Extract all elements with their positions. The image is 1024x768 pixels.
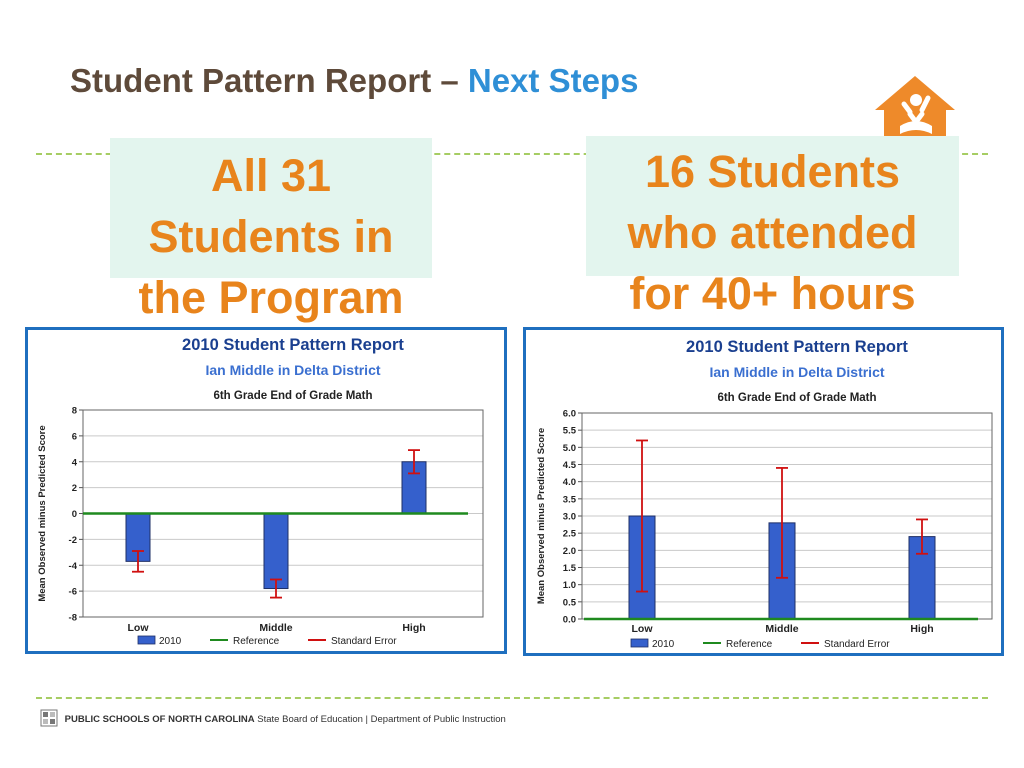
slide-title-main: Student Pattern Report – [70,62,459,99]
chart-title: 2010 Student Pattern Report [686,338,908,356]
y-tick-label: 6 [71,431,77,443]
y-tick-label: 6.0 [562,408,576,420]
y-tick-label: 3.5 [562,494,576,506]
y-tick-label: 2.0 [562,545,576,557]
y-tick-label: 8 [71,405,77,417]
y-tick-label: -2 [68,534,77,546]
legend-label: Standard Error [331,636,397,647]
chart-svg [526,330,1001,653]
y-tick-label: 4 [71,457,77,469]
y-tick-label: -4 [68,560,77,572]
category-label: High [910,623,934,635]
chart-svg [28,330,504,651]
category-label: High [402,622,426,634]
y-tick-label: 2.5 [562,528,576,540]
bottom-divider [36,697,988,699]
legend-label: Standard Error [824,639,890,650]
right-callout-line: who attended [627,207,918,259]
category-label: Low [127,622,149,634]
y-tick-label: -8 [68,612,77,624]
legend-swatch-2010 [631,639,648,647]
y-tick-label: 0.0 [562,614,576,626]
footer [40,709,506,729]
bar [264,514,288,589]
left-callout-text [108,145,434,329]
chart-subtitle: Ian Middle in Delta District [205,362,381,378]
right-callout-line: for 40+ hours [629,268,916,320]
left-callout-line: the Program [138,272,404,324]
legend-label: 2010 [652,639,675,650]
y-tick-label: -6 [68,586,77,598]
y-tick-label: 3.0 [562,511,576,523]
category-label: Low [631,623,653,635]
footer-rest: State Board of Education | Department of Public Instruction [257,714,506,726]
y-tick-label: 1.5 [562,563,576,574]
footer-org: PUBLIC SCHOOLS OF NORTH CAROLINA [64,714,255,726]
legend-swatch-2010 [138,636,155,644]
left-callout-line: All 31 [210,150,332,201]
chart-subtitle-2: 6th Grade End of Grade Math [717,392,877,404]
house-reader-logo-icon [870,74,960,144]
y-axis-label: Mean Observed minus Predicted Score [37,425,48,602]
chart-all-students [25,327,507,654]
legend-label: Reference [726,639,773,650]
right-callout-line: 16 Students [644,146,901,197]
y-tick-label: 5.5 [562,425,576,437]
y-tick-label: 0 [71,509,77,520]
y-tick-label: 1.0 [562,580,576,592]
category-label: Middle [259,622,293,634]
y-tick-label: 0.5 [562,597,576,609]
nc-state-logo-icon [40,709,58,730]
y-axis-label: Mean Observed minus Predicted Score [536,427,547,605]
y-tick-label: 4.5 [562,460,576,471]
y-tick-label: 2 [71,483,77,495]
chart-subtitle-2: 6th Grade End of Grade Math [213,390,373,402]
slide-title [70,62,638,100]
y-tick-label: 4.0 [562,477,576,489]
legend-label: Reference [233,636,280,647]
category-label: Middle [765,623,799,635]
left-callout-line: Students in [148,211,394,263]
chart-subtitle: Ian Middle in Delta District [709,364,885,380]
y-tick-label: 5.0 [562,442,576,454]
slide-title-accent: Next Steps [467,62,639,99]
chart-title: 2010 Student Pattern Report [182,336,404,354]
chart-40-hours-students [523,327,1004,656]
right-callout-text [586,141,959,325]
legend-label: 2010 [159,636,182,647]
